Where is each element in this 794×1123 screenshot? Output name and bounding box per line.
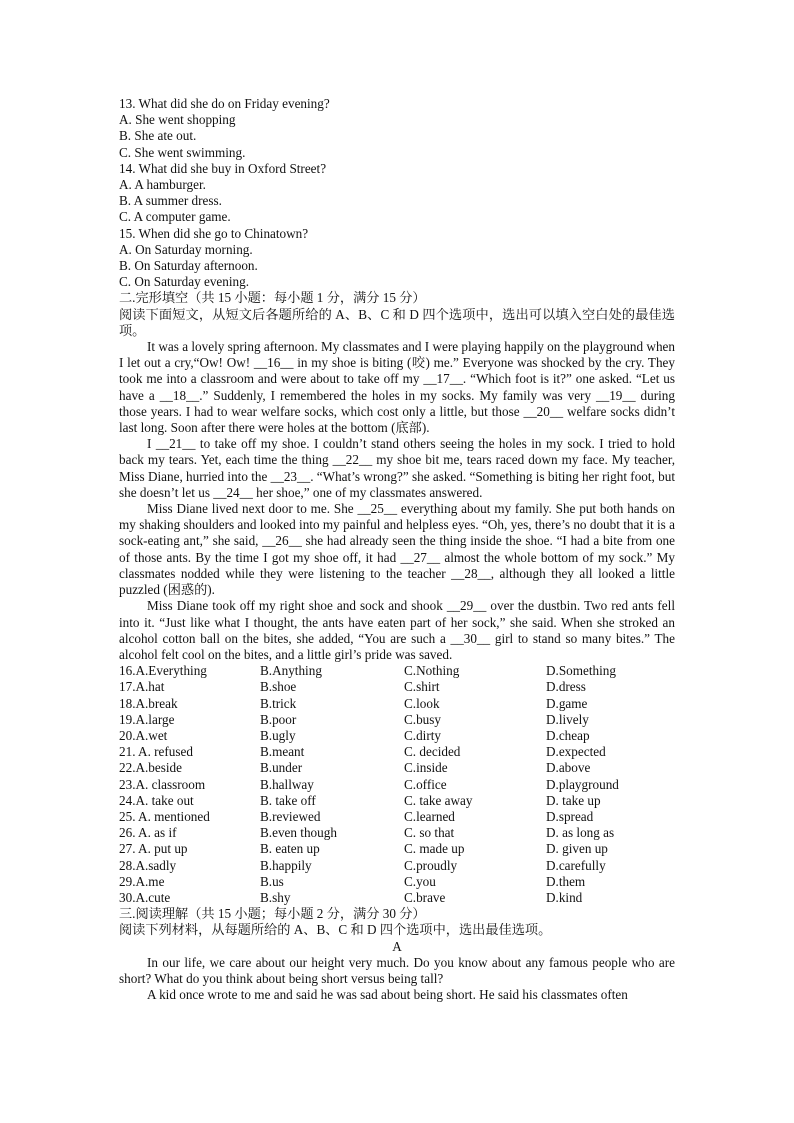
option-row (119, 712, 675, 728)
option-cell: 27. A. put up (119, 841, 188, 857)
option-cell: D.playground (546, 776, 619, 792)
question-line: B. She ate out. (119, 128, 197, 144)
cloze-paragraph: Miss Diane took off my right shoe and sock and shook __29__ over the dustbin. Two red ants fell into it. “Just like what I thought, the ants have eaten part of her sock,” she said. When she stroked an alcohol cotton ball on the bites, she added, “You are such a __30__ girl to stand so many bites.” The alcohol felt cool on the bites, and a little girl’s pride was saved. (119, 598, 675, 662)
option-cell: B.trick (260, 695, 297, 711)
exam-page (119, 96, 675, 1003)
option-cell: D.lively (546, 711, 589, 727)
option-cell: C.busy (404, 711, 442, 727)
option-cell: B.shy (260, 889, 291, 905)
option-cell: B.reviewed (260, 808, 321, 824)
option-row (119, 696, 675, 712)
option-cell: 29.A.me (119, 873, 165, 889)
question-line: 14. What did she buy in Oxford Street? (119, 160, 327, 176)
cloze-paragraph: It was a lovely spring afternoon. My classmates and I were playing happily on the playground when I let out a cry,“Ow! Ow! __16__ in my shoe is biting (咬) me.” Everyone was shocked by the cry. They took me into a classroom and were about to take off my __17__. “Which foot is it?” one asked. “Let us have a __18__.” Suddenly, I remembered the holes in my socks. My family was very __19__ during those years. I had to wear welfare socks, which cost only a little, but those __20__ welfare socks didn’t last long. Soon after there were holes at the bottom (底部). (119, 339, 675, 436)
option-cell: D.them (546, 873, 586, 889)
option-cell: D. as long as (546, 825, 615, 841)
option-cell: C.office (404, 776, 447, 792)
option-cell: B.meant (260, 744, 305, 760)
question-line: C. She went swimming. (119, 144, 246, 160)
option-row (119, 679, 675, 695)
option-row (119, 858, 675, 874)
question-line: C. A computer game. (119, 209, 231, 225)
section2-instruction: 阅读下面短文，从短文后各题所给的 A、B、C 和 D 四个选项中，选出可以填入空白处的最佳选项。 (119, 306, 675, 338)
option-cell: D. take up (546, 792, 601, 808)
option-cell: 26. A. as if (119, 825, 177, 841)
section2-heading: 二.完形填空（共 15 小题：每小题 1 分，满分 15 分） (119, 290, 426, 306)
option-cell: B. take off (260, 792, 316, 808)
question-line: B. A summer dress. (119, 193, 222, 209)
question-line: C. On Saturday evening. (119, 274, 250, 290)
option-cell: C. decided (404, 744, 461, 760)
option-row (119, 777, 675, 793)
option-cell: B.poor (260, 711, 297, 727)
question-line: A. A hamburger. (119, 177, 206, 193)
cloze-paragraph: I __21__ to take off my shoe. I couldn’t stand others seeing the holes in my sock. I tried to hold back my tears. Yet, each time the thing __22__ my shoe bit me, tears raced down my face. My teacher, Miss Diane, hurried into the __23__. “What’s wrong?” she asked. “Something is biting her right foot, but she doesn’t let us __24__ her shoe,” one of my classmates answered. (119, 436, 675, 500)
option-cell: 21. A. refused (119, 744, 193, 760)
option-cell: C.shirt (404, 679, 440, 695)
option-cell: D.kind (546, 889, 583, 905)
option-cell: D.game (546, 695, 588, 711)
option-cell: B.shoe (260, 679, 297, 695)
cloze-options-table (119, 663, 675, 906)
option-cell: D.spread (546, 808, 594, 824)
option-cell: C.inside (404, 760, 448, 776)
option-cell: 19.A.large (119, 711, 175, 727)
option-cell: 16.A.Everything (119, 663, 207, 679)
option-cell: C.dirty (404, 727, 441, 743)
option-cell: C.learned (404, 808, 455, 824)
reading-passage (119, 955, 675, 1004)
option-cell: B.Anything (260, 663, 322, 679)
option-row (119, 825, 675, 841)
question-line: 15. When did she go to Chinatown? (119, 225, 309, 241)
option-cell: 25. A. mentioned (119, 808, 210, 824)
option-cell: 20.A.wet (119, 727, 168, 743)
option-cell: C. made up (404, 841, 465, 857)
option-cell: C.brave (404, 889, 446, 905)
option-cell: D. given up (546, 841, 608, 857)
option-cell: B.under (260, 760, 303, 776)
option-cell: C.proudly (404, 857, 458, 873)
option-cell: 17.A.hat (119, 679, 165, 695)
question-line: A. She went shopping (119, 112, 236, 128)
question-line: 13. What did she do on Friday evening? (119, 96, 330, 111)
option-row (119, 744, 675, 760)
option-cell: 24.A. take out (119, 792, 194, 808)
option-cell: B.ugly (260, 727, 296, 743)
reading-paragraph: In our life, we care about our height very much. Do you know about any famous people who are short? What do you think about being short versus being tall? (119, 954, 675, 986)
option-cell: C.Nothing (404, 663, 460, 679)
option-cell: B.us (260, 873, 284, 889)
option-cell: 28.A.sadly (119, 857, 177, 873)
option-cell: D.Something (546, 663, 616, 679)
option-row (119, 728, 675, 744)
option-cell: D.dress (546, 679, 586, 695)
option-row (119, 874, 675, 890)
option-row (119, 663, 675, 679)
option-cell: 23.A. classroom (119, 776, 206, 792)
cloze-paragraph: Miss Diane lived next door to me. She __25__ everything about my family. She put both hands on my shaking shoulders and looked into my painful and helpless eyes. “Oh, yes, there’s no doubt that it is a sock-eating ant,” she said, __26__ she had already seen the thing inside the shoe. “I had a bite from one of those ants. By the time I got my shoe off, it had __27__ almost the whole bottom of my sock.” My classmates nodded while they were listening to the teacher __28__, although they all looked a little puzzled (困惑的). (119, 501, 675, 598)
option-cell: D.expected (546, 744, 606, 760)
option-cell: B. eaten up (260, 841, 320, 857)
section3-instruction: 阅读下列材料，从每题所给的 A、B、C 和 D 四个选项中，选出最佳选项。 (119, 922, 552, 938)
listening-questions (119, 96, 675, 290)
option-cell: C.look (404, 695, 440, 711)
question-line: A. On Saturday morning. (119, 241, 253, 257)
option-row (119, 760, 675, 776)
option-cell: C. so that (404, 825, 455, 841)
option-cell: 18.A.break (119, 695, 178, 711)
option-cell: 22.A.beside (119, 760, 182, 776)
option-row (119, 793, 675, 809)
option-row (119, 841, 675, 857)
option-cell: C. take away (404, 792, 473, 808)
option-cell: D.carefully (546, 857, 606, 873)
cloze-passage (119, 339, 675, 663)
question-line: B. On Saturday afternoon. (119, 258, 258, 274)
option-cell: B.even though (260, 825, 337, 841)
option-cell: C.you (404, 873, 436, 889)
option-cell: D.above (546, 760, 591, 776)
option-row (119, 809, 675, 825)
option-row (119, 890, 675, 906)
reading-paragraph: A kid once wrote to me and said he was sad about being short. He said his classmates often (147, 987, 628, 1003)
option-cell: B.hallway (260, 776, 314, 792)
option-cell: 30.A.cute (119, 889, 171, 905)
passage-label: A (392, 938, 402, 954)
option-cell: B.happily (260, 857, 312, 873)
section3-heading: 三.阅读理解（共 15 小题；每小题 2 分，满分 30 分） (119, 906, 426, 922)
option-cell: D.cheap (546, 727, 590, 743)
